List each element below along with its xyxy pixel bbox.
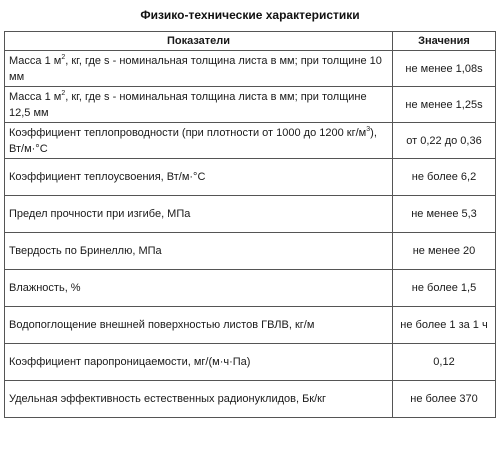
row-value: не более 1,5 xyxy=(393,270,496,307)
table-row xyxy=(5,233,496,270)
table-row xyxy=(5,381,496,418)
row-indicator: Предел прочности при изгибе, МПа xyxy=(5,196,393,233)
row-value: не более 370 xyxy=(393,381,496,418)
row-indicator: Коэффициент теплоусвоения, Вт/м·°С xyxy=(5,159,393,196)
table-row xyxy=(5,196,496,233)
table-row xyxy=(5,51,496,87)
row-value: не менее 1,25s xyxy=(393,87,496,123)
table-row xyxy=(5,307,496,344)
row-value: не более 6,2 xyxy=(393,159,496,196)
characteristics-table xyxy=(4,31,496,418)
row-indicator: Коэффициент теплопроводности (при плотности от 1000 до 1200 $кг/м^3$), Вт/м·°С xyxy=(5,123,393,159)
row-value: не менее 1,08s xyxy=(393,51,496,87)
table-row xyxy=(5,123,496,159)
row-indicator: Коэффициент паропроницаемости, мг/(м·ч·Па) xyxy=(5,344,393,381)
table-row xyxy=(5,87,496,123)
row-value: 0,12 xyxy=(393,344,496,381)
column-header-indicator: Показатели xyxy=(5,32,393,51)
table-row xyxy=(5,344,496,381)
row-indicator: Масса 1 $м^2$, кг, где s - номинальная толщина листа в мм; при толщине 10 мм xyxy=(5,51,393,87)
row-indicator: Масса 1 $м^2$, кг, где s - номинальная толщина листа в мм; при толщине 12,5 мм xyxy=(5,87,393,123)
table-header-row xyxy=(5,32,496,51)
row-indicator: Твердость по Бринеллю, МПа xyxy=(5,233,393,270)
column-header-value: Значения xyxy=(393,32,496,51)
table-row xyxy=(5,270,496,307)
row-indicator: Удельная эффективность естественных радионуклидов, Бк/кг xyxy=(5,381,393,418)
row-value: от 0,22 до 0,36 xyxy=(393,123,496,159)
page-title: Физико-технические характеристики xyxy=(140,8,360,22)
row-value: не более 1 за 1 ч xyxy=(393,307,496,344)
row-indicator: Влажность, % xyxy=(5,270,393,307)
row-indicator: Водопоглощение внешней поверхностью листов ГВЛВ, кг/м xyxy=(5,307,393,344)
row-value: не менее 5,3 xyxy=(393,196,496,233)
table-row xyxy=(5,159,496,196)
row-value: не менее 20 xyxy=(393,233,496,270)
